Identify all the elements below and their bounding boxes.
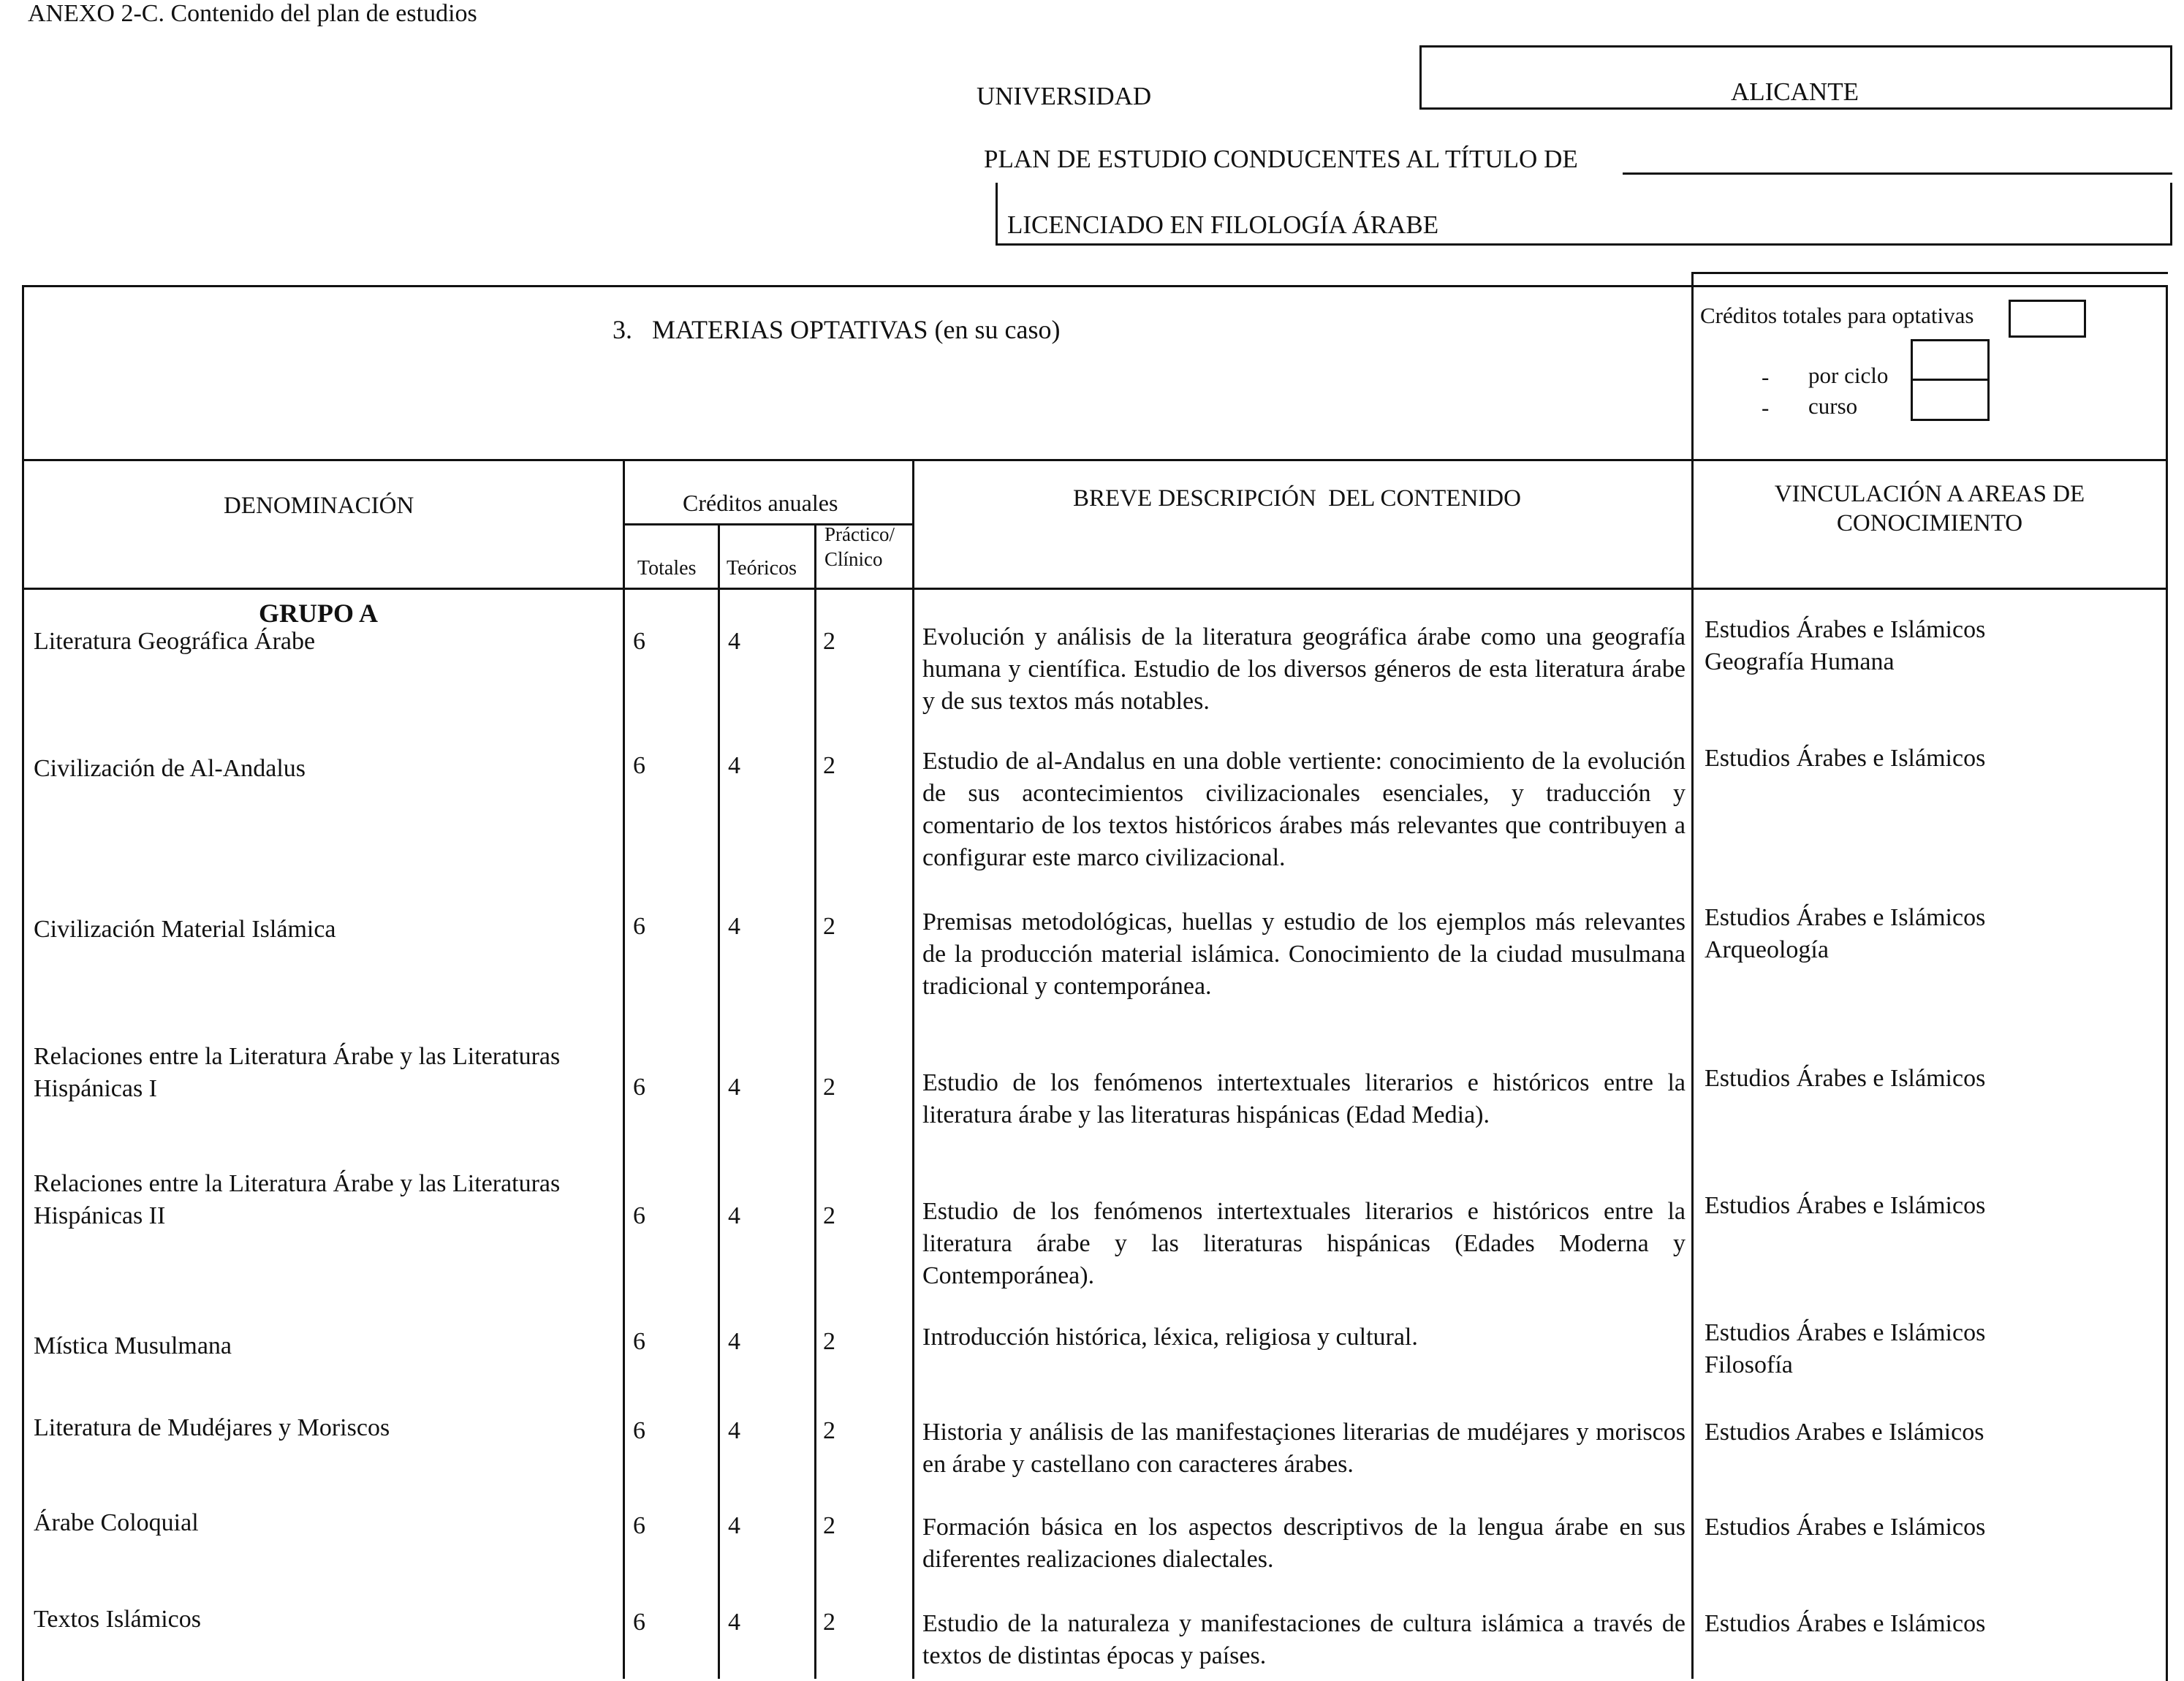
subject-description: Historia y análisis de las manifestaçiones literarias de mudéjares y moriscos en árabe y castellano con caracteres árabes. bbox=[922, 1419, 1686, 1478]
knowledge-areas bbox=[1705, 614, 2172, 678]
credits-theory: 4 bbox=[728, 913, 740, 940]
section-divider bbox=[22, 459, 2168, 461]
header-creditos: Créditos anuales bbox=[683, 490, 838, 516]
subject-name: Relaciones entre la Literatura Árabe y las Literaturas Hispánicas II bbox=[34, 1170, 561, 1229]
header-vinculacion bbox=[1697, 479, 2162, 538]
subject-description: Estudio de la naturaleza y manifestaciones de cultura islámica a través de textos de distintas épocas y países. bbox=[922, 1610, 1686, 1669]
subject-name: Civilización Material Islámica bbox=[34, 916, 336, 943]
credits-practice: 2 bbox=[823, 1609, 835, 1636]
credits-total: 6 bbox=[633, 1609, 645, 1636]
credits-total: 6 bbox=[633, 1512, 645, 1539]
credits-practice: 2 bbox=[823, 1512, 835, 1539]
subject-name: Textos Islámicos bbox=[34, 1606, 201, 1633]
knowledge-area: Estudios Árabes e Islámicos bbox=[1705, 616, 1986, 643]
credits-theory: 4 bbox=[728, 628, 740, 655]
knowledge-areas bbox=[1705, 1511, 2172, 1544]
plan-underline bbox=[1623, 172, 2172, 175]
credits-practice: 2 bbox=[823, 1328, 835, 1355]
dash-marker: - bbox=[1762, 395, 1770, 420]
knowledge-area: Estudios Árabes e Islámicos bbox=[1705, 1514, 1986, 1541]
knowledge-area: Geografía Humana bbox=[1705, 648, 1895, 675]
credits-practice: 2 bbox=[823, 913, 835, 940]
knowledge-area: Arqueología bbox=[1705, 936, 1829, 963]
credits-practice: 2 bbox=[823, 752, 835, 779]
knowledge-areas bbox=[1705, 902, 2172, 966]
knowledge-areas bbox=[1705, 1416, 2172, 1449]
subject-name: Mística Musulmana bbox=[34, 1332, 232, 1359]
subject-name: Civilización de Al-Andalus bbox=[34, 755, 306, 782]
credits-total: 6 bbox=[633, 913, 645, 940]
knowledge-area: Estudios Árabes e Islámicos bbox=[1705, 1192, 1986, 1219]
col-divider-practicos bbox=[912, 459, 914, 1679]
annex-title: ANEXO 2-C. Contenido del plan de estudios bbox=[28, 0, 477, 27]
knowledge-areas bbox=[1705, 1608, 2172, 1640]
knowledge-area: Estudios Árabes e Islámicos bbox=[1705, 745, 1986, 772]
credits-total: 6 bbox=[633, 752, 645, 779]
optativas-total-box bbox=[2009, 300, 2086, 338]
header-denominacion: DENOMINACIÓN bbox=[224, 493, 414, 519]
subject-description: Estudio de los fenómenos intertextuales literarios e históricos entre la literatura árabe y las literaturas hispánicas (Edad Media). bbox=[922, 1069, 1686, 1128]
credits-theory: 4 bbox=[728, 1202, 740, 1229]
degree-value: LICENCIADO EN FILOLOGÍA ÁRABE bbox=[1007, 210, 1439, 239]
col-divider-teoricos bbox=[814, 523, 816, 1679]
university-value: ALICANTE bbox=[1731, 77, 1859, 106]
subject-description: Evolución y análisis de la literatura geográfica árabe como una geografía humana y científica. Estudio de los diversos géneros de esta literatura árabe y de sus textos más notables. bbox=[922, 623, 1686, 715]
per-cycle-label: por ciclo bbox=[1808, 363, 1889, 388]
subject-description: Formación básica en los aspectos descriptivos de la lengua árabe en sus diferentes realizaciones dialectales. bbox=[922, 1514, 1686, 1573]
header-totales: Totales bbox=[637, 557, 697, 580]
knowledge-area: Filosofía bbox=[1705, 1351, 1793, 1378]
credits-theory: 4 bbox=[728, 1328, 740, 1355]
subject-name: Árabe Coloquial bbox=[34, 1509, 199, 1536]
credits-total: 6 bbox=[633, 1417, 645, 1444]
credits-theory: 4 bbox=[728, 752, 740, 779]
dash-marker: - bbox=[1762, 364, 1770, 390]
credits-practice: 2 bbox=[823, 1202, 835, 1229]
optativas-top bbox=[1691, 272, 2168, 274]
subject-description: Introducción histórica, léxica, religiosa y cultural. bbox=[922, 1324, 1418, 1351]
header-teoricos: Teóricos bbox=[727, 557, 797, 580]
credits-theory: 4 bbox=[728, 1609, 740, 1636]
knowledge-areas bbox=[1705, 1190, 2172, 1222]
knowledge-areas bbox=[1705, 743, 2172, 775]
cycle-course-divider bbox=[1911, 379, 1990, 381]
knowledge-areas bbox=[1705, 1063, 2172, 1095]
header-practico: Práctico/ bbox=[824, 523, 895, 545]
credits-practice: 2 bbox=[823, 628, 835, 655]
credits-total: 6 bbox=[633, 1074, 645, 1101]
col-divider-denom bbox=[623, 459, 625, 1679]
knowledge-area: Estudios Árabes e Islámicos bbox=[1705, 904, 1986, 931]
credits-practice: 2 bbox=[823, 1417, 835, 1444]
plan-label: PLAN DE ESTUDIO CONDUCENTES AL TÍTULO DE bbox=[984, 145, 1578, 173]
credits-theory: 4 bbox=[728, 1074, 740, 1101]
section-title: 3. MATERIAS OPTATIVAS (en su caso) bbox=[613, 315, 1061, 344]
subject-description: Premisas metodológicas, huellas y estudio de los ejemplos más relevantes de la producción material islámica. Conocimiento de la ciudad musulmana tradicional y contemporánea. bbox=[922, 908, 1686, 1000]
credits-total: 6 bbox=[633, 628, 645, 655]
header-descripcion: BREVE DESCRIPCIÓN DEL CONTENIDO bbox=[1073, 485, 1521, 512]
credits-theory: 4 bbox=[728, 1512, 740, 1539]
subject-name: Literatura de Mudéjares y Moriscos bbox=[34, 1414, 390, 1441]
optativas-label: Créditos totales para optativas bbox=[1700, 303, 1974, 328]
knowledge-area: Estudios Árabes e Islámicos bbox=[1705, 1065, 1986, 1092]
subject-name: Literatura Geográfica Árabe bbox=[34, 628, 316, 655]
knowledge-areas bbox=[1705, 1317, 2172, 1381]
optativas-divider bbox=[1691, 272, 1694, 1679]
credits-total: 6 bbox=[633, 1328, 645, 1355]
subject-description: Estudio de los fenómenos intertextuales literarios e históricos entre la literatura árabe y las literaturas hispánicas (Edades Moderna y Contemporánea). bbox=[922, 1198, 1686, 1289]
university-label: UNIVERSIDAD bbox=[977, 82, 1152, 110]
per-course-label: curso bbox=[1808, 393, 1858, 419]
subject-name: Relaciones entre la Literatura Árabe y las Literaturas Hispánicas I bbox=[34, 1043, 561, 1102]
credits-theory: 4 bbox=[728, 1417, 740, 1444]
header-vinculacion-line2: CONOCIMIENTO bbox=[1836, 510, 2023, 536]
col-divider-totales bbox=[718, 523, 720, 1679]
knowledge-area: Estudios Árabes e Islámicos bbox=[1705, 1610, 1986, 1637]
header-vinculacion-line1: VINCULACIÓN A AREAS DE bbox=[1774, 481, 2085, 507]
credits-practice: 2 bbox=[823, 1074, 835, 1101]
header-clinico: Clínico bbox=[824, 548, 883, 570]
group-label: GRUPO A bbox=[259, 599, 379, 628]
knowledge-area: Estudios Árabes e Islámicos bbox=[1705, 1319, 1986, 1346]
knowledge-area: Estudios Arabes e Islámicos bbox=[1705, 1419, 1984, 1446]
header-divider bbox=[22, 588, 2168, 590]
credits-total: 6 bbox=[633, 1202, 645, 1229]
subject-description: Estudio de al-Andalus en una doble vertiente: conocimiento de la evolución de sus acontecimientos civilizacionales esenciales, y traducción y comentario de los textos históricos árabes más relevantes que contribuyen a configurar este marco civilizacional. bbox=[922, 748, 1686, 871]
